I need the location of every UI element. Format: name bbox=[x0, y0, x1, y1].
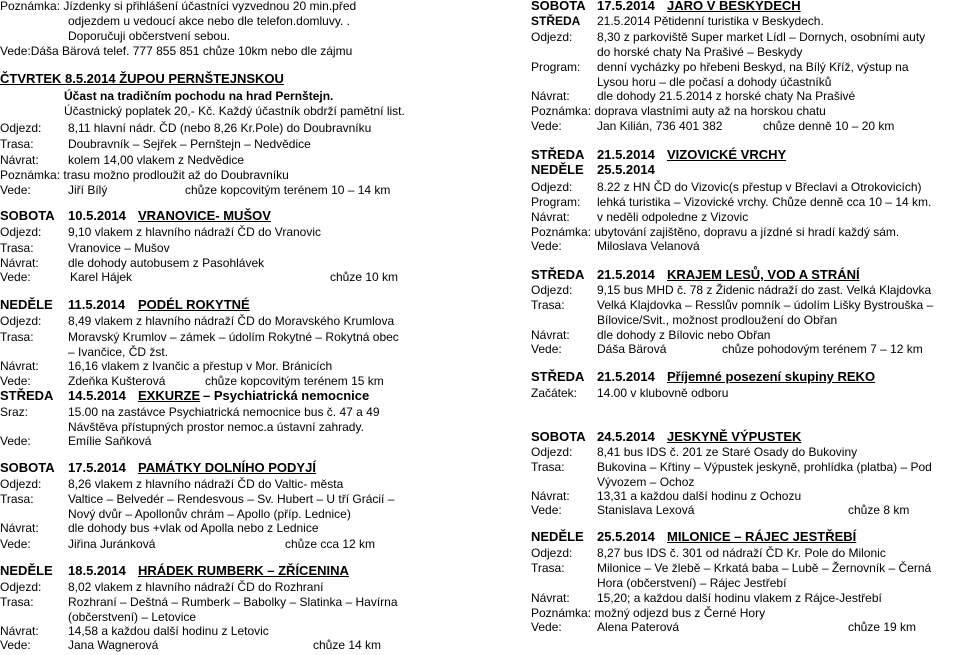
text-segment: Vede: bbox=[531, 503, 562, 517]
text-segment: odjezdem u vedoucí akce nebo dle telefon.domluvy. . bbox=[68, 14, 350, 28]
text-segment: VIZOVICKÉ VRCHY bbox=[667, 147, 787, 162]
text-segment: 10.5.2014 bbox=[68, 208, 126, 223]
text-segment: EXKURZE bbox=[138, 388, 201, 403]
text-segment: 13,31 a každou další hodinu z Ochozu bbox=[597, 489, 802, 503]
text-segment: 9,10 vlakem z hlavního nádraží ČD do Vranovic bbox=[68, 225, 322, 239]
text-segment: Jiřina Juránková bbox=[68, 537, 156, 551]
text-segment: SOBOTA bbox=[0, 460, 55, 475]
text-segment: dle dohody autobusem z Pasohlávek bbox=[68, 256, 265, 270]
text-segment: chůze kopcovitým terénem 10 – 14 km bbox=[185, 183, 391, 197]
text-segment: chůze 19 km bbox=[848, 620, 917, 634]
text-segment: denní vycházky po hřebeni Beskyd, na Bílý Kříž, výstup na bbox=[597, 60, 909, 74]
text-segment: PAMÁTKY DOLNÍHO PODYJÍ bbox=[138, 460, 316, 475]
text-segment: 16,16 vlakem z Ivančic a přestup v Mor. Bránicích bbox=[68, 359, 333, 373]
text-segment: Nový dvůr – Apollonův chrám – Apollo (příp. Lednice) bbox=[68, 507, 351, 521]
text-segment: Doubravník – Sejřek – Pernštejn – Nedvědice bbox=[68, 137, 311, 151]
text-segment: Návrat: bbox=[531, 210, 570, 224]
text-segment: Odjezd: bbox=[0, 580, 42, 594]
text-segment: Odjezd: bbox=[531, 180, 573, 194]
text-segment: NEDĚLE bbox=[531, 162, 584, 177]
text-segment: JESKYNĚ VÝPUSTEK bbox=[667, 429, 802, 444]
text-segment: 9,15 bus MHD č. 78 z Židenic nádraží do zast. Velká Klajdovka bbox=[597, 283, 932, 297]
text-segment: Hora (občerstvení) – Rájec Jestřebí bbox=[597, 576, 787, 590]
text-segment: Vranovice – Mušov bbox=[68, 241, 170, 255]
text-segment: Poznámka: trasu možno prodloužit až do Doubravníku bbox=[0, 168, 289, 182]
text-segment: Vede: bbox=[531, 620, 562, 634]
text-segment: Dáša Bärová bbox=[597, 342, 667, 356]
text-segment: VRANOVICE- MUŠOV bbox=[138, 208, 271, 223]
text-segment: STŘEDA bbox=[531, 267, 585, 282]
text-segment: Účastnický poplatek 20,- Kč. Každý účastník obdrží pamětní list. bbox=[64, 104, 405, 118]
text-segment: Návrat: bbox=[0, 359, 39, 373]
text-segment: NEDĚLE bbox=[531, 529, 584, 544]
text-segment: 8,02 vlakem z hlavního nádraží ČD do Rozhraní bbox=[68, 580, 324, 594]
text-segment: Trasa: bbox=[0, 137, 34, 151]
text-segment: do horské chaty Na Prašivé – Beskydy bbox=[597, 45, 803, 59]
text-segment: 21.5.2014 bbox=[597, 267, 655, 282]
text-segment: Velká Klajdovka – Resslův pomník – údolím Lišky Bystrouška – bbox=[597, 298, 934, 312]
text-segment: Poznámka: Jízdenky si přihlášení účastníci vyzvednou 20 min.před bbox=[0, 0, 357, 13]
text-segment: 25.5.2014 bbox=[597, 162, 655, 177]
text-segment: Začátek: bbox=[531, 386, 578, 400]
text-segment: NEDĚLE bbox=[0, 563, 53, 578]
text-segment: SOBOTA bbox=[531, 429, 586, 444]
text-segment: Trasa: bbox=[0, 492, 34, 506]
text-segment: STŘEDA bbox=[0, 388, 54, 403]
text-segment: SOBOTA bbox=[531, 0, 586, 13]
text-segment: SOBOTA bbox=[0, 208, 55, 223]
text-segment: 17.5.2014 bbox=[597, 0, 655, 13]
text-segment: 8,41 bus IDS č. 201 ze Staré Osady do Bukoviny bbox=[597, 445, 858, 459]
text-segment: 14,58 a každou další hodinu z Letovic bbox=[68, 624, 269, 638]
text-segment: Odjezd: bbox=[0, 225, 42, 239]
text-segment: Miloslava Velanová bbox=[597, 239, 700, 253]
text-segment: 21.5.2014 bbox=[597, 369, 655, 384]
text-segment: Poznámka: ubytování zajištěno, dopravu a jízdné si hradí každý sám. bbox=[531, 225, 900, 239]
text-segment: 18.5.2014 bbox=[68, 563, 126, 578]
text-segment: Příjemné posezení skupiny REKO bbox=[667, 369, 876, 384]
text-segment: 11.5.2014 bbox=[68, 297, 126, 312]
text-segment: dle dohody bus +vlak od Apolla nebo z Lednice bbox=[68, 521, 319, 535]
text-segment: kolem 14,00 vlakem z Nedvědice bbox=[68, 153, 245, 167]
text-segment: 21.5.2014 Pětidenní turistika v Beskydech. bbox=[597, 14, 824, 28]
text-segment: Trasa: bbox=[531, 298, 565, 312]
text-segment: PODÉL ROKYTNÉ bbox=[138, 297, 250, 312]
text-segment: Trasa: bbox=[0, 241, 34, 255]
text-segment: Jan Kilián, 736 401 382 bbox=[597, 119, 723, 133]
text-segment: NEDĚLE bbox=[0, 297, 53, 312]
text-segment: Trasa: bbox=[0, 595, 34, 609]
text-segment: 8,27 bus IDS č. 301 od nádraží ČD Kr. Pole do Milonic bbox=[597, 546, 886, 560]
text-segment: 21.5.2014 bbox=[597, 147, 655, 162]
text-segment: KRAJEM LESŮ, VOD A STRÁNÍ bbox=[667, 267, 860, 282]
text-segment: Jiří Bílý bbox=[68, 183, 108, 197]
text-segment: chůze 8 km bbox=[848, 503, 910, 517]
text-segment: Vede: bbox=[0, 270, 31, 284]
text-segment: Valtice – Belvedér – Rendesvous – Sv. Hubert – U tří Grácií – bbox=[68, 492, 395, 506]
text-segment: 8,26 vlakem z hlavního nádraží ČD do Valtic- města bbox=[68, 477, 344, 491]
text-segment: Odjezd: bbox=[0, 477, 42, 491]
text-segment: 15.00 na zastávce Psychiatrická nemocnice bus č. 47 a 49 bbox=[68, 405, 380, 419]
text-segment: Sraz: bbox=[0, 405, 29, 419]
text-segment: 25.5.2014 bbox=[597, 529, 655, 544]
text-segment: 8,49 vlakem z hlavního nádraží ČD do Moravského Krumlova bbox=[68, 314, 395, 328]
text-segment: MILONICE – RÁJEC JESTŘEBÍ bbox=[667, 529, 857, 544]
text-segment: Rozhraní – Deštná – Rumberk – Babolky – Slatinka – Havírna bbox=[68, 595, 398, 609]
text-segment: Karel Hájek bbox=[70, 270, 133, 284]
text-segment: Vede: bbox=[531, 119, 562, 133]
text-segment: Vede:Dáša Bärová telef. 777 855 851 chůze 10km nebo dle zájmu bbox=[0, 44, 353, 58]
text-segment: 8,11 hlavní nádr. ČD (nebo 8,26 Kr.Pole) do Doubravníku bbox=[68, 121, 372, 135]
text-segment: Návrat: bbox=[531, 89, 570, 103]
text-segment: Odjezd: bbox=[531, 546, 573, 560]
text-segment: Lysou horu – dle počasí a dohody účastníků bbox=[597, 75, 832, 89]
text-segment: Zdeňka Kušterová bbox=[68, 374, 166, 388]
text-segment: Trasa: bbox=[0, 330, 34, 344]
text-segment: Trasa: bbox=[531, 561, 565, 575]
text-segment: chůze cca 12 km bbox=[285, 537, 376, 551]
text-segment: Návrat: bbox=[0, 256, 39, 270]
text-segment: Poznámka: možný odjezd bus z Černé Hory bbox=[531, 606, 766, 620]
text-segment: Emílie Saňková bbox=[68, 434, 152, 448]
text-segment: Návrat: bbox=[531, 591, 570, 605]
text-segment: chůze denně 10 – 20 km bbox=[763, 119, 895, 133]
text-segment: STŘEDA bbox=[531, 147, 585, 162]
text-segment: chůze 10 km bbox=[330, 270, 399, 284]
text-segment: Program: bbox=[531, 60, 581, 74]
text-segment: Návrat: bbox=[531, 489, 570, 503]
text-segment: JARO V BESKYDECH bbox=[667, 0, 801, 13]
text-segment: dle dohody z Bílovic nebo Obřan bbox=[597, 328, 771, 342]
text-segment: dle dohody 21.5.2014 z horské chaty Na Prašivé bbox=[597, 89, 856, 103]
text-segment: Návrat: bbox=[0, 624, 39, 638]
text-segment: Odjezd: bbox=[0, 121, 42, 135]
text-segment: Vede: bbox=[0, 374, 31, 388]
text-segment: (občerstvení) – Letovice bbox=[68, 610, 197, 624]
text-segment: Návrat: bbox=[531, 328, 570, 342]
text-segment: – Psychiatrická nemocnice bbox=[203, 388, 370, 403]
text-segment: Trasa: bbox=[531, 460, 565, 474]
text-segment: chůze kopcovitým terénem 15 km bbox=[205, 374, 384, 388]
text-segment: Odjezd: bbox=[531, 445, 573, 459]
text-segment: STŘEDA bbox=[531, 369, 585, 384]
text-segment: Poznámka: doprava vlastními auty až na horskou chatu bbox=[531, 104, 826, 118]
text-segment: Odjezd: bbox=[531, 30, 573, 44]
text-segment: Vývozem – Ochoz bbox=[597, 475, 695, 489]
text-segment: v neděli odpoledne z Vizovic bbox=[597, 210, 749, 224]
text-segment: Návštěva přístupných prostor nemoc.a ústavní zahrady. bbox=[68, 420, 364, 434]
text-segment: 8.22 z HN ČD do Vizovic(s přestup v Břeclavi a Otrokovicích) bbox=[597, 180, 922, 194]
text-segment: Program: bbox=[531, 195, 581, 209]
text-segment: ČTVRTEK 8.5.2014 ŽUPOU PERNŠTEJNSKOU bbox=[0, 71, 284, 86]
text-segment: Účast na tradičním pochodu na hrad Pernštejn. bbox=[64, 89, 334, 103]
text-segment: lehká turistika – Vizovické vrchy. Chůze denně cca 10 – 14 km. bbox=[597, 195, 932, 209]
text-segment: Moravský Krumlov – zámek – údolím Rokytné – Rokytná obec bbox=[68, 330, 399, 344]
text-segment: chůze 14 km bbox=[313, 638, 382, 652]
text-segment: 14.5.2014 bbox=[68, 388, 126, 403]
text-segment: Alena Paterová bbox=[597, 620, 680, 634]
text-segment: Milonice – Ve žlebě – Krkatá baba – Lubě – Žernovník – Černá bbox=[597, 561, 932, 575]
text-segment: Bílovice/Svit., možnost prodloužení do Obřan bbox=[597, 313, 838, 327]
text-segment: Odjezd: bbox=[0, 314, 42, 328]
text-segment: Vede: bbox=[0, 183, 31, 197]
text-segment: Návrat: bbox=[0, 153, 39, 167]
text-segment: Stanislava Lexová bbox=[597, 503, 695, 517]
text-segment: HRÁDEK RUMBERK – ZŘÍCENINA bbox=[138, 563, 349, 578]
text-segment: chůze pohodovým terénem 7 – 12 km bbox=[722, 342, 923, 356]
text-segment: 15,20; a každou další hodinu vlakem z Rájce-Jestřebí bbox=[597, 591, 882, 605]
text-segment: Vede: bbox=[531, 342, 562, 356]
text-segment: Doporučuji občerstvení sebou. bbox=[68, 29, 231, 43]
text-segment: Vede: bbox=[0, 638, 31, 652]
text-segment: Vede: bbox=[0, 537, 31, 551]
text-segment: 14.00 v klubovně odboru bbox=[597, 386, 729, 400]
text-segment: Jana Wagnerová bbox=[68, 638, 159, 652]
text-segment: 24.5.2014 bbox=[597, 429, 655, 444]
text-segment: STŘEDA bbox=[531, 14, 581, 28]
text-segment: Odjezd: bbox=[531, 283, 573, 297]
text-segment: Návrat: bbox=[0, 521, 39, 535]
text-segment: – Ivančice, ČD žst. bbox=[68, 345, 169, 359]
text-segment: Vede: bbox=[0, 434, 31, 448]
text-segment: 8,30 z parkoviště Super market Lídl – Dornych, osobními auty bbox=[597, 30, 926, 44]
text-segment: Bukovina – Křtiny – Výpustek jeskyně, prohlídka (platba) – Pod bbox=[597, 460, 932, 474]
text-segment: Vede: bbox=[531, 239, 562, 253]
text-segment: 17.5.2014 bbox=[68, 460, 126, 475]
